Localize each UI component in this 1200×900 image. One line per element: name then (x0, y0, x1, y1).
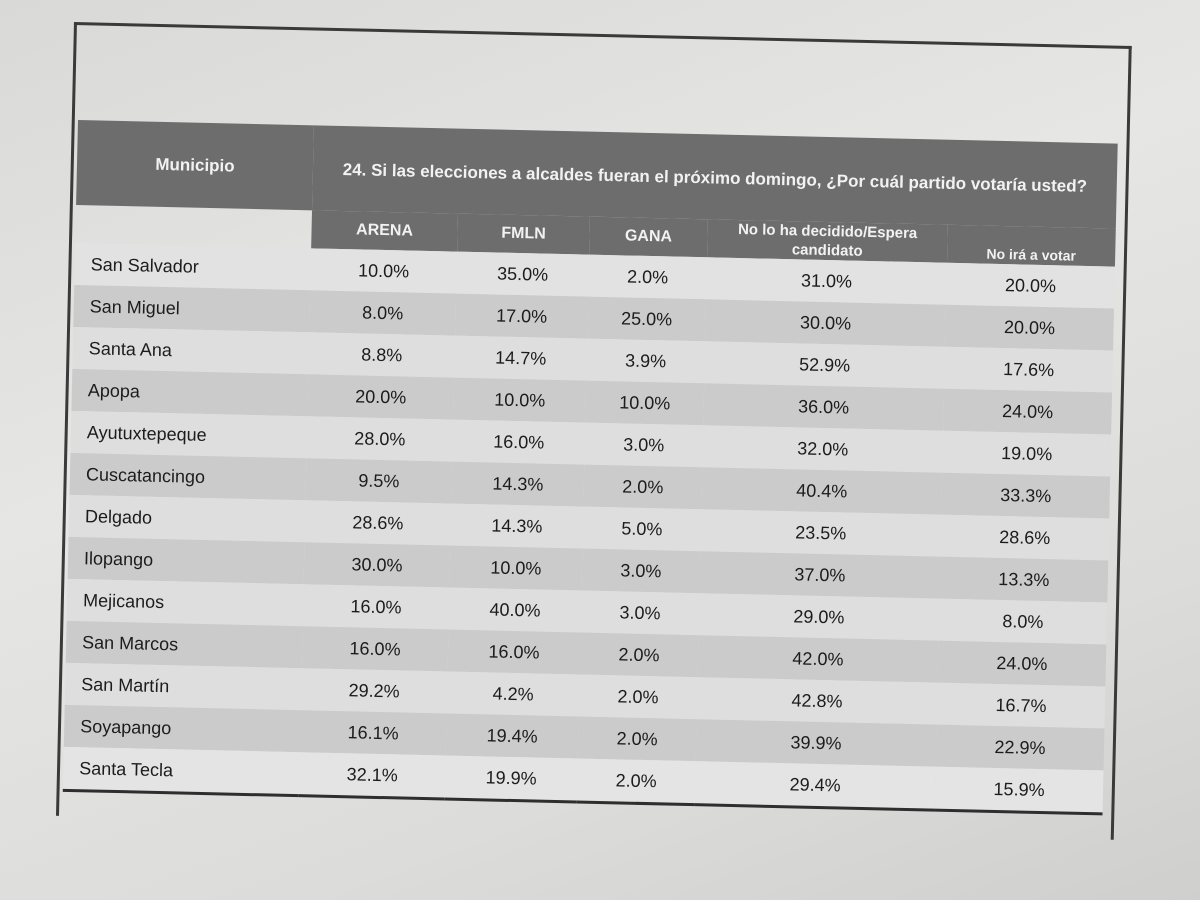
column-header-fmln: FMLN (457, 214, 590, 255)
value-cell: 32.1% (299, 752, 446, 799)
value-cell: 2.0% (583, 465, 702, 510)
column-header-undecided: No lo ha decidido/Espera candidato (707, 219, 948, 262)
column-header-arena: ARENA (311, 210, 458, 251)
value-cell: 10.0% (449, 546, 582, 591)
value-cell: 8.0% (938, 599, 1107, 645)
value-cell: 30.0% (304, 542, 451, 587)
value-cell: 14.3% (451, 462, 584, 507)
value-cell: 3.0% (581, 591, 700, 636)
value-cell: 52.9% (704, 341, 945, 388)
value-cell: 16.0% (303, 584, 450, 629)
value-cell: 20.0% (945, 305, 1114, 351)
value-cell: 10.0% (310, 248, 457, 293)
municipio-cell: Ayutuxtepeque (70, 411, 307, 458)
value-cell: 22.9% (936, 725, 1105, 771)
value-cell: 29.4% (695, 761, 936, 810)
value-cell: 16.1% (300, 710, 447, 755)
table-body (63, 243, 1115, 814)
value-cell: 29.2% (301, 668, 448, 713)
value-cell: 35.0% (456, 252, 589, 297)
value-cell: 25.0% (587, 297, 706, 342)
value-cell: 19.4% (446, 714, 579, 759)
value-cell: 13.3% (939, 557, 1108, 603)
value-cell: 30.0% (705, 299, 946, 346)
value-cell: 2.0% (580, 633, 699, 678)
value-cell: 23.5% (700, 509, 941, 556)
value-cell: 33.3% (941, 473, 1110, 519)
value-cell: 16.0% (448, 630, 581, 675)
value-cell: 3.0% (581, 549, 700, 594)
value-cell: 2.0% (577, 758, 696, 804)
municipio-cell: Santa Ana (72, 327, 309, 374)
value-cell: 39.9% (696, 719, 937, 766)
value-cell: 28.0% (306, 416, 453, 461)
value-cell: 40.0% (449, 588, 582, 633)
value-cell: 19.0% (942, 431, 1111, 477)
value-cell: 29.0% (698, 593, 939, 640)
value-cell: 42.0% (698, 635, 939, 682)
value-cell: 9.5% (305, 458, 452, 503)
municipio-cell: San Martín (65, 663, 302, 710)
value-cell: 20.0% (946, 263, 1115, 309)
value-cell: 15.9% (935, 767, 1104, 814)
question-header: 24. Si las elecciones a alcaldes fueran el próximo domingo, ¿Por cuál partido votaría usted? (312, 125, 1118, 228)
municipio-cell: Santa Tecla (63, 747, 300, 796)
value-cell: 5.0% (582, 507, 701, 552)
value-cell: 20.0% (307, 374, 454, 419)
value-cell: 17.6% (944, 347, 1113, 393)
column-header-gana: GANA (589, 217, 708, 258)
value-cell: 36.0% (703, 383, 944, 430)
value-cell: 2.0% (578, 717, 697, 762)
value-cell: 19.9% (445, 756, 578, 802)
value-cell: 17.0% (455, 294, 588, 339)
value-cell: 14.3% (450, 504, 583, 549)
value-cell: 32.0% (702, 425, 943, 472)
value-cell: 28.6% (940, 515, 1109, 561)
column-header-will-not-vote: No irá a votar (947, 225, 1116, 267)
value-cell: 8.0% (309, 290, 456, 335)
municipio-header: Municipio (76, 120, 314, 210)
municipio-cell: Delgado (69, 495, 306, 542)
municipio-cell: Soyapango (64, 705, 301, 752)
value-cell: 14.7% (454, 336, 587, 381)
municipio-cell: Apopa (71, 369, 308, 416)
value-cell: 31.0% (706, 257, 947, 304)
municipio-subheader-blank (75, 205, 312, 248)
value-cell: 16.0% (452, 420, 585, 465)
value-cell: 24.0% (943, 389, 1112, 435)
municipio-cell: San Salvador (74, 243, 311, 290)
municipio-cell: San Marcos (66, 621, 303, 668)
municipio-cell: Cuscatancingo (69, 453, 306, 500)
value-cell: 2.0% (579, 675, 698, 720)
survey-results-table (63, 120, 1118, 815)
value-cell: 28.6% (304, 500, 451, 545)
value-cell: 10.0% (453, 378, 586, 423)
value-cell: 4.2% (447, 672, 580, 717)
municipio-cell: Mejicanos (67, 579, 304, 626)
municipio-cell: Ilopango (68, 537, 305, 584)
municipio-cell: San Miguel (73, 285, 310, 332)
value-cell: 10.0% (585, 381, 704, 426)
value-cell: 16.0% (302, 626, 449, 671)
value-cell: 8.8% (308, 332, 455, 377)
value-cell: 40.4% (701, 467, 942, 514)
value-cell: 3.0% (584, 423, 703, 468)
value-cell: 16.7% (937, 683, 1106, 729)
value-cell: 2.0% (588, 255, 707, 300)
survey-table-container (63, 120, 1118, 815)
value-cell: 24.0% (937, 641, 1106, 687)
value-cell: 3.9% (586, 339, 705, 384)
value-cell: 37.0% (699, 551, 940, 598)
value-cell: 42.8% (697, 677, 938, 724)
